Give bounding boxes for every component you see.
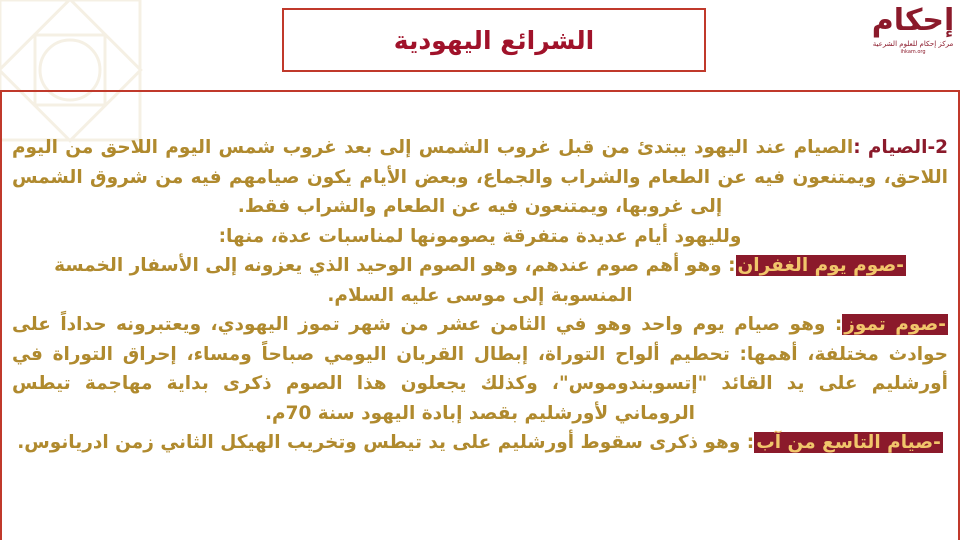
item-text: : وهو صيام يوم واحد وهو في الثامن عشر من شهر تموز اليهودي، ويعتبرونه حداداً على xyxy=(12,314,843,335)
logo-subtitle: مركز إحكام للعلوم الشرعية xyxy=(872,40,954,48)
list-item xyxy=(12,310,948,340)
logo-mark: إحكام xyxy=(871,3,955,38)
list-item xyxy=(12,251,948,281)
logo-tagline: ihkam.org xyxy=(900,49,926,55)
item-text: : وهو ذكرى سقوط أورشليم على يد تيطس وتخريب الهيكل الثاني زمن ادريانوس. xyxy=(17,432,755,453)
paragraph-line: إلى غروبها، ويمتنعون فيه عن الطعام والشراب فقط. xyxy=(237,196,723,217)
paragraph-line: حوادث مختلفة، أهمها: تحطيم ألواح التوراة، إبطال القربان اليومي صباحاً ومساء، إحراق التوراة في xyxy=(12,343,948,365)
list-item xyxy=(12,428,948,458)
paragraph-line: اللاحق، ويمتنعون فيه عن الطعام والشراب والجماع، وبعض الأيام يكون صيامهم فيه من شروق الشمس xyxy=(12,166,948,188)
paragraph-line: ولليهود أيام عديدة متفرقة يصومونها لمناسبات عدة، منها: xyxy=(218,225,742,247)
paragraph-line: أورشليم على يد القائد "إتسوبندوموس"، وكذلك يجعلون هذا الصوم ذكرى بداية مهاجمة تيطس xyxy=(12,373,948,394)
paragraph-line: المنسوبة إلى موسى عليه السلام. xyxy=(327,284,633,306)
section-number: 2-الصيام : xyxy=(853,137,948,158)
paragraph-line xyxy=(12,133,948,163)
paragraph-line: الروماني لأورشليم بقصد إبادة اليهود سنة 70م. xyxy=(264,402,695,424)
item-label: -صوم يوم الغفران xyxy=(737,255,904,276)
page-title: الشرائع اليهودية xyxy=(393,25,595,55)
paragraph-text: الصيام عند اليهود يبتدئ من قبل غروب الشمس إلى بعد غروب شمس اليوم اللاحق من اليوم xyxy=(12,137,854,158)
body-text xyxy=(12,133,948,458)
title-box xyxy=(282,8,706,72)
item-label: -صيام التاسع من آب xyxy=(756,432,941,453)
item-label: -صوم تموز xyxy=(844,314,946,335)
item-text: : وهو أهم صوم عندهم، وهو الصوم الوحيد الذي يعزونه إلى الأسفار الخمسة xyxy=(54,255,736,276)
logo xyxy=(872,4,954,72)
